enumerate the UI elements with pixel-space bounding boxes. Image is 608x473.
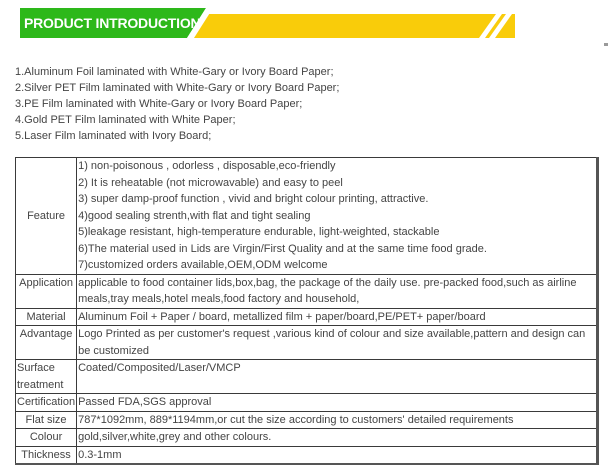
- list-item: 2.Silver PET Film laminated with White-Gary or Ivory Board Paper;: [15, 82, 340, 94]
- row-label: Advantage: [16, 326, 77, 360]
- product-type-list: [15, 64, 339, 144]
- label-line: treatment: [17, 378, 64, 391]
- value-line: applicable to food container lids,box,bag, the package of the daily use. pre-packed food,such as airline: [78, 276, 577, 289]
- value-line: meals,tray meals,hotel meals,food factory and household,: [78, 293, 360, 305]
- row-label: Colour: [16, 429, 77, 447]
- row-value: [77, 308, 598, 326]
- table-row-application: [16, 274, 598, 308]
- feature-line: 6)The material used in Lids are Virgin/First Quality and at the same time food grade.: [78, 242, 487, 255]
- row-value: [77, 429, 598, 447]
- table-row-feature: [16, 158, 598, 275]
- row-value: [77, 360, 598, 394]
- value-line: Aluminum Foil + Paper / board, metallized film + paper/board,PE/PET+ paper/board: [78, 310, 486, 323]
- table-row-advantage: [16, 326, 598, 360]
- row-value: [77, 411, 598, 429]
- row-label: Feature: [16, 158, 77, 275]
- row-value: [77, 158, 598, 275]
- row-value: [77, 274, 598, 308]
- edge-marker: [604, 43, 608, 46]
- value-line: 0.3-1mm: [78, 448, 122, 461]
- table-row-colour: [16, 429, 598, 447]
- row-value: [77, 446, 598, 464]
- list-item: 5.Laser Film laminated with Ivory Board;: [15, 130, 212, 142]
- specification-table: [15, 157, 599, 465]
- feature-line: 1) non-poisonous , odorless , disposable,eco-friendly: [78, 160, 336, 172]
- value-line: Passed FDA,SGS approval: [78, 396, 212, 408]
- value-line: be customized: [78, 344, 150, 357]
- feature-line: 7)customized orders available,OEM,ODM welcome: [78, 259, 328, 271]
- feature-line: 3) super damp-proof function , vivid and bright colour printing, attractive.: [78, 193, 429, 205]
- list-item: 4.Gold PET Film laminated with White Paper;: [15, 114, 236, 126]
- value-line: Logo Printed as per customer's request ,various kind of colour and size available,pattern and design can: [78, 328, 586, 340]
- row-label: Certification: [16, 394, 77, 412]
- feature-line: 5)leakage resistant, high-temperature endurable, light-weighted, stackable: [78, 226, 440, 238]
- value-line: Coated/Composited/Laser/VMCP: [78, 362, 241, 374]
- banner-title: PRODUCT INTRODUCTION: [24, 15, 201, 31]
- list-item: 3.PE Film laminated with White-Gary or Ivory Board Paper;: [15, 98, 303, 110]
- table-row-certification: [16, 394, 598, 412]
- label-line: Surface: [17, 362, 55, 374]
- product-introduction-banner: [20, 8, 515, 38]
- value-line: 787*1092mm, 889*1194mm,or cut the size according to customers' detailed requirements: [78, 413, 514, 426]
- table-row-material: [16, 308, 598, 326]
- value-line: gold,silver,white,grey and other colours.: [78, 431, 272, 443]
- row-label: Material: [16, 308, 77, 326]
- feature-line: 2) It is reheatable (not microwavable) and easy to peel: [78, 176, 343, 189]
- value-line-empty: [78, 377, 595, 394]
- feature-line: 4)good sealing strenth,with flat and tight sealing: [78, 209, 311, 222]
- table-row-surface-treatment: [16, 360, 598, 394]
- row-label: Application: [16, 274, 77, 308]
- table-row-thickness: [16, 446, 598, 464]
- row-label: [16, 360, 77, 394]
- row-value: [77, 326, 598, 360]
- row-value: [77, 394, 598, 412]
- row-label: Thickness: [16, 446, 77, 464]
- row-label: Flat size: [16, 411, 77, 429]
- table-row-flat-size: [16, 411, 598, 429]
- list-item: 1.Aluminum Foil laminated with White-Gary or Ivory Board Paper;: [15, 66, 334, 78]
